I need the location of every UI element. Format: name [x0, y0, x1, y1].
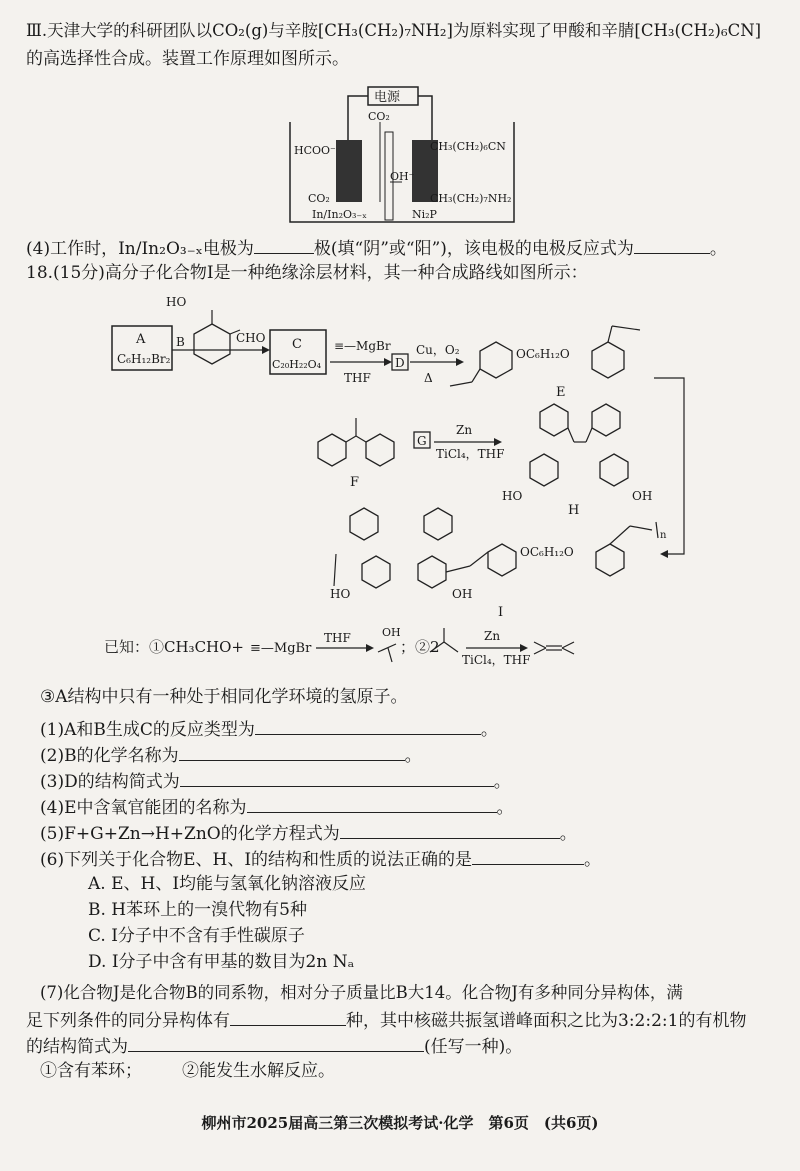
sub-question-2: [40, 743, 422, 767]
ion-label: OH⁻: [390, 170, 415, 183]
compound-e-ether: OC₆H₁₂O: [516, 347, 570, 361]
sub-question-6-text: (6)下列关于化合物E、H、I的结构和性质的说法正确的是: [40, 850, 473, 870]
intro-line-1: Ⅲ.天津大学的科研团队以CO₂(g)与辛胺[CH₃(CH₂)₇NH₂]为原料实现了甲酸和辛腈[CH₃(CH₂)₆CN]: [26, 21, 762, 40]
option-a: A. E、H、I均能与氢氧化钠溶液反应: [88, 874, 367, 894]
sub-question-1: [40, 717, 498, 741]
known-sep: ；②2: [400, 638, 440, 656]
compound-h-ring-2: [592, 404, 620, 436]
right-electrode-label: Ni₂P: [412, 208, 437, 221]
left-electrode: [336, 140, 362, 202]
left-reactant-label: CO₂: [308, 192, 330, 205]
answer-blank-1[interactable]: [255, 717, 481, 735]
answer-blank-7b[interactable]: [128, 1034, 424, 1052]
condition-2: ②能发生水解反应。: [182, 1061, 335, 1081]
compound-h-ring-4: [600, 454, 628, 486]
power-label: 电源: [374, 90, 401, 105]
compound-i-oh-right: OH: [452, 587, 473, 601]
compound-h-ring-1: [540, 404, 568, 436]
sub-question-6: [40, 847, 601, 871]
sub-question-4: [40, 795, 514, 819]
known-3: ③A结构中只有一种处于相同化学环境的氢原子。: [40, 687, 408, 707]
sub-question-2-text: (2)B的化学名称为: [40, 746, 179, 766]
option-d: D. I分子中含有甲基的数目为2n Nₐ: [88, 952, 355, 972]
sub-question-3-text: (3)D的结构简式为: [40, 772, 180, 792]
sub-question-4-text: (4)E中含氧官能团的名称为: [40, 798, 247, 818]
question-18-title: 18.(15分)高分子化合物I是一种绝缘涂层材料，其一种合成路线如图所示：: [26, 263, 588, 283]
compound-h-oh-right: OH: [632, 489, 653, 503]
sub-question-2-period: 。: [404, 746, 422, 766]
compound-a-label: A: [136, 332, 146, 347]
question-4-end: 。: [709, 239, 727, 259]
compound-i-ether: OC₆H₁₂O: [520, 545, 574, 559]
sub-question-5: [40, 821, 577, 845]
sub-question-6-period: 。: [584, 850, 602, 870]
compound-f-label: F: [350, 475, 360, 490]
compound-i-label: I: [498, 605, 504, 620]
compound-e-label: E: [556, 385, 566, 400]
answer-blank-4[interactable]: [247, 795, 497, 813]
sub-question-7-line-3a: 的结构简式为: [26, 1037, 128, 1057]
sub-question-7-line-1: (7)化合物J是化合物B的同系物，相对分子质量比B大14。化合物J有多种同分异构体，满: [40, 983, 683, 1002]
sub-question-1-text: (1)A和B生成C的反应类型为: [40, 720, 255, 740]
answer-blank-7a[interactable]: [230, 1008, 346, 1026]
answer-blank-6[interactable]: [472, 847, 584, 865]
conditions: [40, 1060, 335, 1082]
compound-f-ring-1: [318, 434, 346, 466]
compound-h-ring-3: [530, 454, 558, 486]
sub-question-4-period: 。: [496, 798, 514, 818]
compound-c-label: C: [292, 337, 302, 352]
known-info: [100, 622, 680, 672]
compound-a-formula: C₆H₁₂Br₂: [117, 352, 171, 366]
sub-question-7-line-3: [26, 1034, 522, 1058]
answer-blank-2[interactable]: [179, 743, 405, 761]
known-prefix: 已知：①CH₃CHO+: [104, 638, 244, 656]
left-product-label: HCOO⁻: [294, 144, 336, 157]
sub-question-7-line-2b: 种，其中核磁共振氢谱峰面积之比为3:2:2:1的有机物: [346, 1011, 747, 1031]
compound-c-formula: C₂₀H₂₂O₄: [272, 358, 322, 371]
compound-i-ring-6: [596, 544, 624, 576]
option-c: C. I分子中不含有手性碳原子: [88, 926, 305, 946]
known-thf: THF: [324, 631, 351, 645]
left-electrode-label: In/In₂O₃₋ₓ: [312, 208, 367, 221]
answer-blank-3[interactable]: [180, 769, 494, 787]
compound-i-ring-4: [418, 556, 446, 588]
electrolysis-diagram: [282, 82, 522, 232]
answer-blank-4a[interactable]: [254, 236, 314, 254]
sub-question-7-line-3b: (任写一种)。: [424, 1037, 523, 1057]
condition-1: ①含有苯环；: [40, 1061, 142, 1081]
sub-question-5-period: 。: [559, 824, 577, 844]
polymer-n-label: n: [660, 530, 667, 541]
sub-question-7-line-2a: 足下列条件的同分异构体有: [26, 1011, 230, 1031]
right-reactant-label: CH₃(CH₂)₇NH₂: [430, 192, 512, 205]
sub-question-1-period: 。: [480, 720, 498, 740]
delta-label: Δ: [424, 371, 433, 385]
sub-question-5-text: (5)F+G+Zn→H+ZnO的化学方程式为: [40, 824, 340, 844]
known-zn: Zn: [484, 629, 501, 643]
compound-h-oh-left: HO: [502, 489, 523, 503]
compound-f-ring-2: [366, 434, 394, 466]
thf-label: THF: [344, 371, 371, 385]
known-grignard: ≡—MgBr: [250, 641, 312, 656]
question-4-part-a: (4)工作时，In/In₂O₃₋ₓ电极为: [26, 239, 254, 259]
intro-line-2: 的高选择性合成。装置工作原理如图所示。: [26, 49, 349, 69]
grignard-reagent: ≡—MgBr: [334, 339, 391, 353]
compound-g-label: G: [417, 434, 427, 448]
page-footer: 柳州市2025届高三第三次模拟考试·化学 第6页 (共6页): [201, 1114, 599, 1132]
sub-question-3-period: 。: [493, 772, 511, 792]
compound-d-label: D: [395, 356, 405, 370]
compound-b-ring: [194, 324, 230, 364]
option-b: B. H苯环上的一溴代物有5种: [88, 900, 307, 920]
question-4-part-b: 极(填“阴”或“阳”)，该电极的电极反应式为: [313, 239, 634, 259]
compound-i-ring-2: [424, 508, 452, 540]
synthesis-scheme: [0, 286, 800, 626]
right-product-label: CH₃(CH₂)₆CN: [430, 140, 506, 153]
compound-b-label: B: [176, 335, 185, 349]
sub-question-7-line-2: [26, 1008, 746, 1032]
known-cond: TiCl₄，THF: [462, 653, 531, 667]
compound-i-ring-1: [350, 508, 378, 540]
compound-b-ho: HO: [166, 295, 187, 309]
compound-i-ring-5: [488, 544, 516, 576]
compound-e-ring-1: [480, 342, 512, 378]
ticl4-label: TiCl₄，THF: [436, 447, 505, 461]
answer-blank-5[interactable]: [340, 821, 560, 839]
compound-i-ring-3: [362, 556, 390, 588]
question-4: [26, 236, 727, 260]
cu-o2-label: Cu，O₂: [416, 343, 460, 357]
compound-e-ring-2: [592, 342, 624, 378]
zn-label: Zn: [456, 423, 473, 437]
answer-blank-4b[interactable]: [634, 236, 710, 254]
compound-h-label: H: [568, 503, 580, 518]
compound-b-cho: CHO: [236, 331, 266, 345]
compound-i-oh-left: HO: [330, 587, 351, 601]
known-oh: OH: [382, 626, 401, 639]
co2-top-label: CO₂: [368, 110, 390, 123]
sub-question-3: [40, 769, 511, 793]
